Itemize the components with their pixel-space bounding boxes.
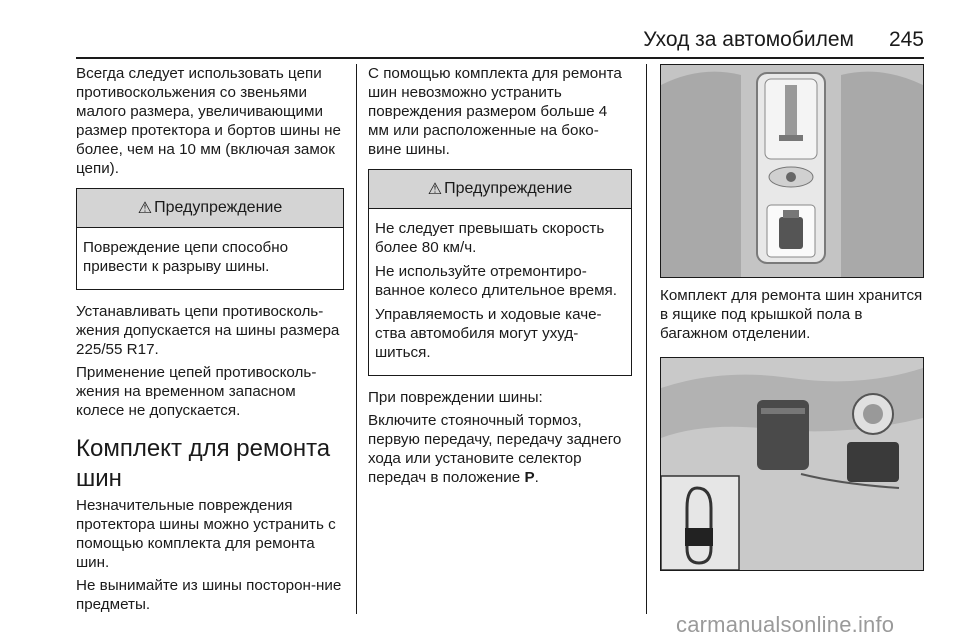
paragraph: Незначительные повреждения протектора шины можно устранить с помощью комплекта для ремонта шин. [76,497,336,571]
paragraph: Устанавливать цепи противосколь-жения допускается на шины размера 225/55 R17. [76,303,340,358]
warning-text: Не следует превышать скорость более 80 км/ч. [375,220,605,256]
warning-text: Не используйте отремонтиро-ванное колесо длительное время. [375,263,617,299]
warning-triangle-icon: ⚠ [427,181,443,198]
paragraph: С помощью комплекта для ремонта шин невозможно устранить повреждения размером больше 4 мм или расположенные на боко-вине шины. [368,65,622,158]
warning-body [77,228,343,289]
figure-trunk-storage [660,64,924,278]
warning-box [368,169,632,376]
warning-header [77,189,343,228]
paragraph: Применение цепей противосколь-жения на временном запасном колесе не допускается. [76,364,317,419]
gear-position-p: P [524,469,535,486]
paragraph-end: . [534,469,539,486]
warning-text: Управляемость и ходовые каче-ства автомобиля могут ухуд-шиться. [375,306,602,361]
warning-header [369,170,631,209]
warning-body [369,209,631,375]
trunk-storage-illustration [661,65,923,277]
figure-caption [660,286,924,343]
column-2 [368,64,632,491]
paragraph: Всегда следует использовать цепи противоскольжения со звеньями малого размера, увеличивающими размер протектора и бортов шины не более, чем на 10 мм (включая замок цепи). [76,65,341,177]
section-title: Уход за автомобилем [643,28,854,51]
paragraph [368,411,632,487]
figure-repair-kit [660,357,924,571]
caption-text: Комплект для ремонта шин хранится в ящике под крышкой пола в багажном отделении. [660,287,923,342]
watermark: carmanualsonline.info [676,612,895,637]
warning-text: Повреждение цепи способно привести к разрыву шины. [83,239,289,275]
repair-kit-illustration [661,358,923,570]
column-1 [76,64,344,618]
warning-title: Предупреждение [154,199,283,216]
section-heading: Комплект для ремонта шин [76,435,331,492]
column-divider-2 [646,64,647,614]
paragraph-text: Включите стояночный тормоз, первую передачу, передачу заднего хода или установите селектор передач в положение [368,412,622,486]
warning-triangle-icon: ⚠ [137,200,153,217]
header-rule [76,57,924,59]
page-number: 245 [888,28,924,51]
column-divider-1 [356,64,357,614]
warning-title: Предупреждение [444,180,573,197]
paragraph: При повреждении шины: [368,389,543,406]
paragraph: Не вынимайте из шины посторон-ние предметы. [76,577,342,613]
page-header [76,24,924,58]
warning-box [76,188,344,290]
column-3 [660,64,924,571]
